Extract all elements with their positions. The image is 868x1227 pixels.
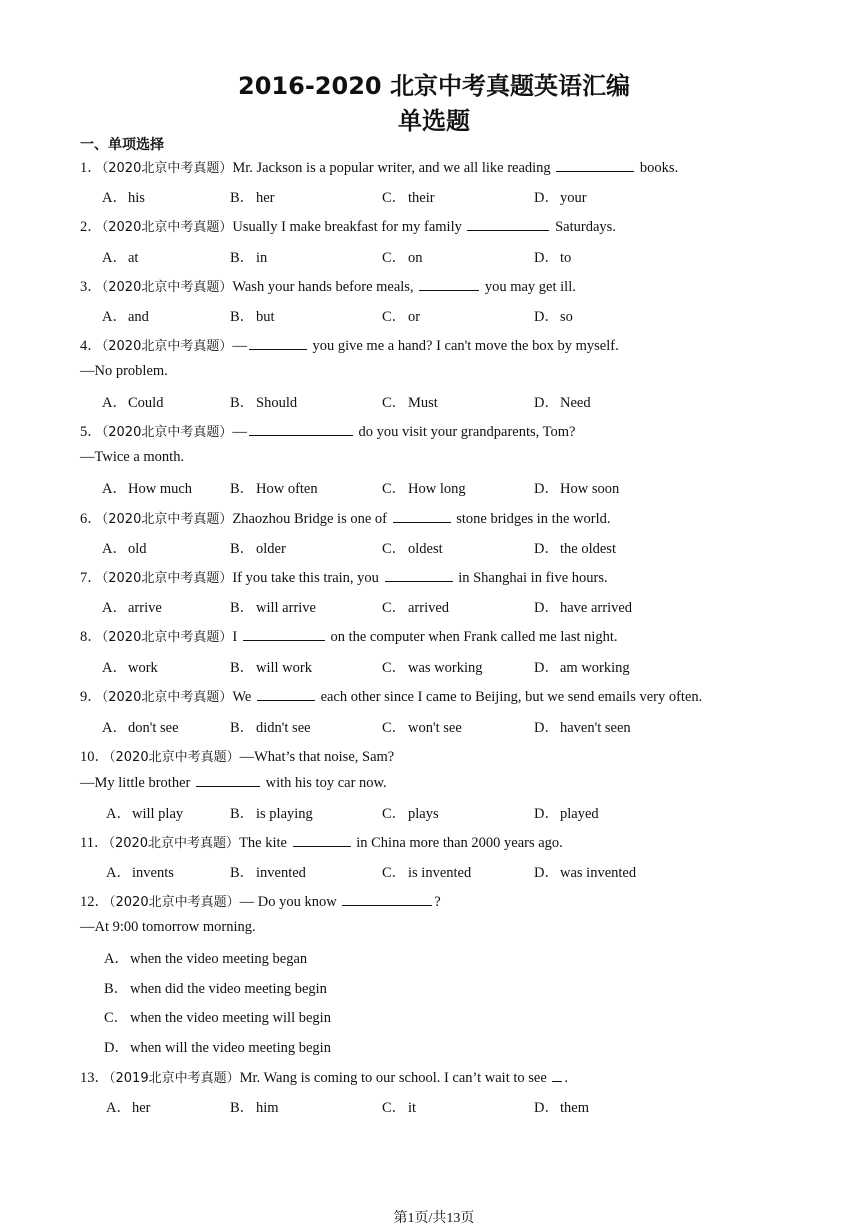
option-b: B． in <box>230 250 268 266</box>
question-6: 6．（2020北京中考真题）Zhaozhou Bridge is one of stone bridges in the world. <box>80 511 611 527</box>
option-b: B． older <box>230 541 286 557</box>
question-8: 8．（2020北京中考真题）I on the computer when Frank called me last night. <box>80 629 618 645</box>
answer-blank <box>257 688 315 701</box>
question-13: 13．（2019北京中考真题）Mr. Wang is coming to our school. I can’t wait to see . <box>80 1070 569 1086</box>
question-1 <box>80 156 678 177</box>
document-title: 2016-2020 北京中考真题英语汇编 <box>238 72 630 100</box>
answer-blank <box>196 774 260 787</box>
option-c: C． their <box>382 190 435 206</box>
option-d: D．haven't seen <box>534 720 631 736</box>
question-9: 9．（2020北京中考真题）We each other since I came to Beijing, but we send emails very often. <box>80 689 703 705</box>
option-c: C． Must <box>382 395 438 411</box>
option-d: D．am working <box>534 660 630 676</box>
reply-line: —No problem. <box>80 363 168 379</box>
reply-line: —My little brother with his toy car now. <box>80 775 387 791</box>
option-a: A．Could <box>102 395 164 411</box>
answer-blank <box>552 1069 562 1082</box>
answer-blank <box>243 628 325 641</box>
answer-blank <box>249 423 353 436</box>
answer-blank <box>342 893 432 906</box>
question-text: Mr. Jackson is a popular writer, and we all like reading <box>232 160 551 176</box>
reply-line: —Twice a month. <box>80 449 185 465</box>
option-c: C． How long <box>382 481 466 497</box>
option-b: B． him <box>230 1100 279 1116</box>
option-a: A．will play <box>106 806 184 822</box>
question-10: 10．（2020北京中考真题）—What’s that noise, Sam? <box>80 749 395 765</box>
option-d: D．your <box>534 190 587 206</box>
reply-line: —At 9:00 tomorrow morning. <box>80 919 256 935</box>
option-c: C． oldest <box>382 541 443 557</box>
option-d: D．played <box>534 806 599 822</box>
option-b: B． How often <box>230 481 318 497</box>
option-c: C． was working <box>382 660 483 676</box>
option-a: A．arrive <box>102 600 162 616</box>
option-a: A．old <box>102 541 147 557</box>
option-d: D．have arrived <box>534 600 633 616</box>
question-text: Usually I make breakfast for my family <box>232 219 462 235</box>
document-subtitle: 单选题 <box>398 107 470 135</box>
option-c: C． or <box>382 309 421 325</box>
option-a: A．his <box>102 190 145 206</box>
question-5: 5．（2020北京中考真题）— do you visit your grandparents, Tom? <box>80 424 576 440</box>
answer-blank <box>249 337 307 350</box>
answer-blank <box>556 159 634 172</box>
option-a: A．How much <box>102 481 193 497</box>
option-b: B． invented <box>230 865 306 881</box>
page-footer: 第1页/共13页 <box>393 1211 475 1226</box>
section-heading: 一、单项选择 <box>80 137 164 153</box>
option-d: D．was invented <box>534 865 637 881</box>
option-d: D．the oldest <box>534 541 616 557</box>
option-d: D．Need <box>534 395 591 411</box>
question-source: （2020北京中考真题） <box>101 161 233 176</box>
option-b: B． will arrive <box>230 600 316 616</box>
option-b: B． her <box>230 190 275 206</box>
option-b: B． but <box>230 309 275 325</box>
option-c: C． on <box>382 250 423 266</box>
answer-blank <box>393 510 451 523</box>
question-text: Wash your hands before meals, <box>232 279 414 295</box>
option-a: A．and <box>102 309 149 325</box>
option-b: B． will work <box>230 660 312 676</box>
option-d: D．to <box>534 250 572 266</box>
option-a: A．her <box>106 1100 151 1116</box>
option-d: D．so <box>534 309 573 325</box>
question-2: 2．（2020北京中考真题）Usually I make breakfast for my family Saturdays. <box>80 219 616 235</box>
option-c: C． when the video meeting will begin <box>104 1010 331 1026</box>
option-a: A．work <box>102 660 158 676</box>
option-c: C． plays <box>382 806 439 822</box>
answer-blank <box>467 218 549 231</box>
option-a: A．invents <box>106 865 174 881</box>
option-a: A．when the video meeting began <box>104 951 308 967</box>
option-a: A．don't see <box>102 720 179 736</box>
option-d: D．How soon <box>534 481 620 497</box>
option-b: B． didn't see <box>230 720 311 736</box>
answer-blank <box>385 569 453 582</box>
option-b: B． when did the video meeting begin <box>104 981 327 997</box>
option-d: D．them <box>534 1100 589 1116</box>
answer-blank <box>293 834 351 847</box>
option-b: B． is playing <box>230 806 313 822</box>
question-3: 3．（2020北京中考真题）Wash your hands before meals, you may get ill. <box>80 279 576 295</box>
question-11: 11．（2020北京中考真题）The kite in China more than 2000 years ago. <box>80 835 563 851</box>
option-b: B． Should <box>230 395 298 411</box>
question-12: 12．（2020北京中考真题）— Do you know ? <box>80 894 441 910</box>
option-c: C． won't see <box>382 720 462 736</box>
option-d: D．when will the video meeting begin <box>104 1040 331 1056</box>
question-7: 7．（2020北京中考真题）If you take this train, you in Shanghai in five hours. <box>80 570 608 586</box>
option-a: A．at <box>102 250 139 266</box>
option-c: C． arrived <box>382 600 450 616</box>
option-c: C． is invented <box>382 865 472 881</box>
answer-blank <box>419 278 479 291</box>
question-number: 1． <box>80 160 102 176</box>
option-c: C． it <box>382 1100 417 1116</box>
question-text-end: books. <box>639 160 679 176</box>
question-4: 4．（2020北京中考真题）— you give me a hand? I can't move the box by myself. <box>80 338 619 354</box>
